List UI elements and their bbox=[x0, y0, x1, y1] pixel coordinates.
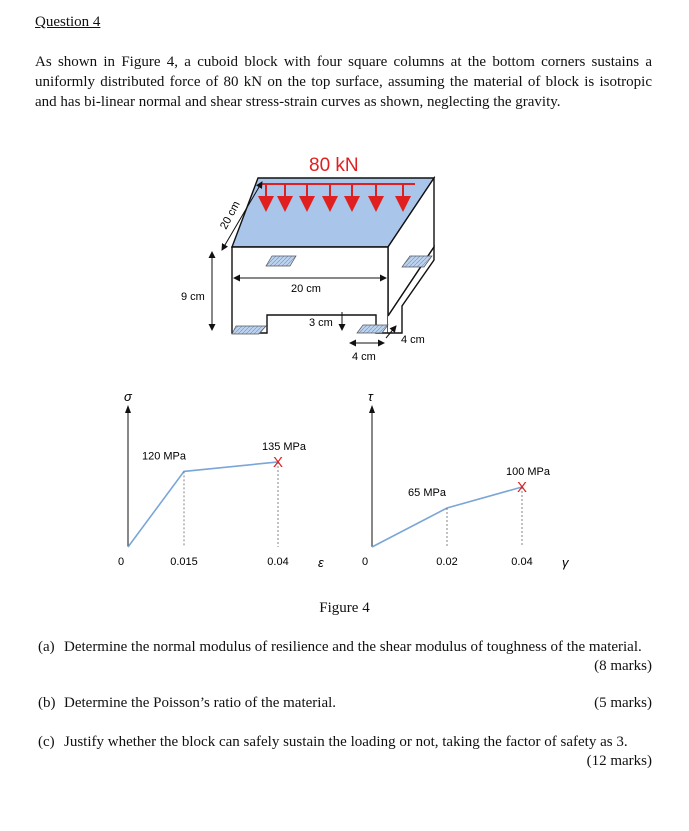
figure-caption: Figure 4 bbox=[319, 600, 370, 616]
part-c-marks: (12 marks) bbox=[586, 753, 652, 769]
part-a-marks: (8 marks) bbox=[594, 658, 652, 674]
part-c-label: (c) bbox=[38, 734, 55, 750]
question-title: Question 4 bbox=[35, 14, 101, 30]
x-tick-label: 0.04 bbox=[267, 556, 289, 568]
dim-gap-label: 3 cm bbox=[309, 317, 333, 329]
dim-width-label: 20 cm bbox=[291, 283, 321, 295]
x-axis-label: ε bbox=[318, 555, 324, 570]
part-a-label: (a) bbox=[38, 639, 55, 655]
part-a bbox=[38, 638, 652, 680]
x-tick-label: 0.04 bbox=[511, 556, 533, 568]
question-intro: As shown in Figure 4, a cuboid block with four square columns at the bottom corners sustains a uniformly distributed force of 80 kN on the top surface, assuming the material of block is isotropic and has bi-linear normal and shear stress-strain curves as shown, neglecting the gravity. bbox=[35, 54, 652, 110]
y-axis-arrow bbox=[369, 405, 375, 413]
x-tick-label: 0.02 bbox=[436, 556, 458, 568]
part-c-text: Justify whether the block can safely sustain the loading or not, taking the factor of safety as 3. bbox=[64, 734, 628, 750]
point-label: 65 MPa bbox=[408, 487, 446, 499]
dim-height-label: 9 cm bbox=[181, 291, 205, 303]
failure-marker: X bbox=[272, 453, 284, 471]
point-label: 100 MPa bbox=[505, 466, 551, 478]
failure-marker: X bbox=[516, 479, 528, 496]
dim-column-z-label: 4 cm bbox=[401, 334, 425, 346]
dim-column-x-label: 4 cm bbox=[352, 351, 376, 363]
part-a-text: Determine the normal modulus of resilience and the shear modulus of toughness of the material. bbox=[64, 639, 642, 655]
part-b bbox=[38, 694, 652, 714]
part-b-text: Determine the Poisson’s ratio of the material. bbox=[64, 695, 337, 711]
part-c bbox=[38, 733, 652, 775]
part-b-marks: (5 marks) bbox=[594, 695, 652, 711]
dim-depth-label: 20 cm bbox=[218, 199, 243, 232]
shear-stress-strain-chart bbox=[350, 385, 610, 585]
load-label: 80 kN bbox=[309, 155, 359, 176]
y-axis-label: σ bbox=[124, 389, 132, 404]
series-line bbox=[128, 462, 278, 547]
origin-label: 0 bbox=[118, 556, 125, 568]
part-b-label: (b) bbox=[38, 695, 56, 711]
y-axis-label: τ bbox=[368, 389, 373, 404]
point-label: 135 MPa bbox=[261, 440, 307, 453]
origin-label: 0 bbox=[362, 556, 369, 568]
y-axis-arrow bbox=[125, 405, 131, 413]
x-axis-label: γ bbox=[562, 555, 569, 570]
x-tick-label: 0.015 bbox=[170, 556, 198, 568]
point-label: 120 MPa bbox=[141, 450, 187, 463]
